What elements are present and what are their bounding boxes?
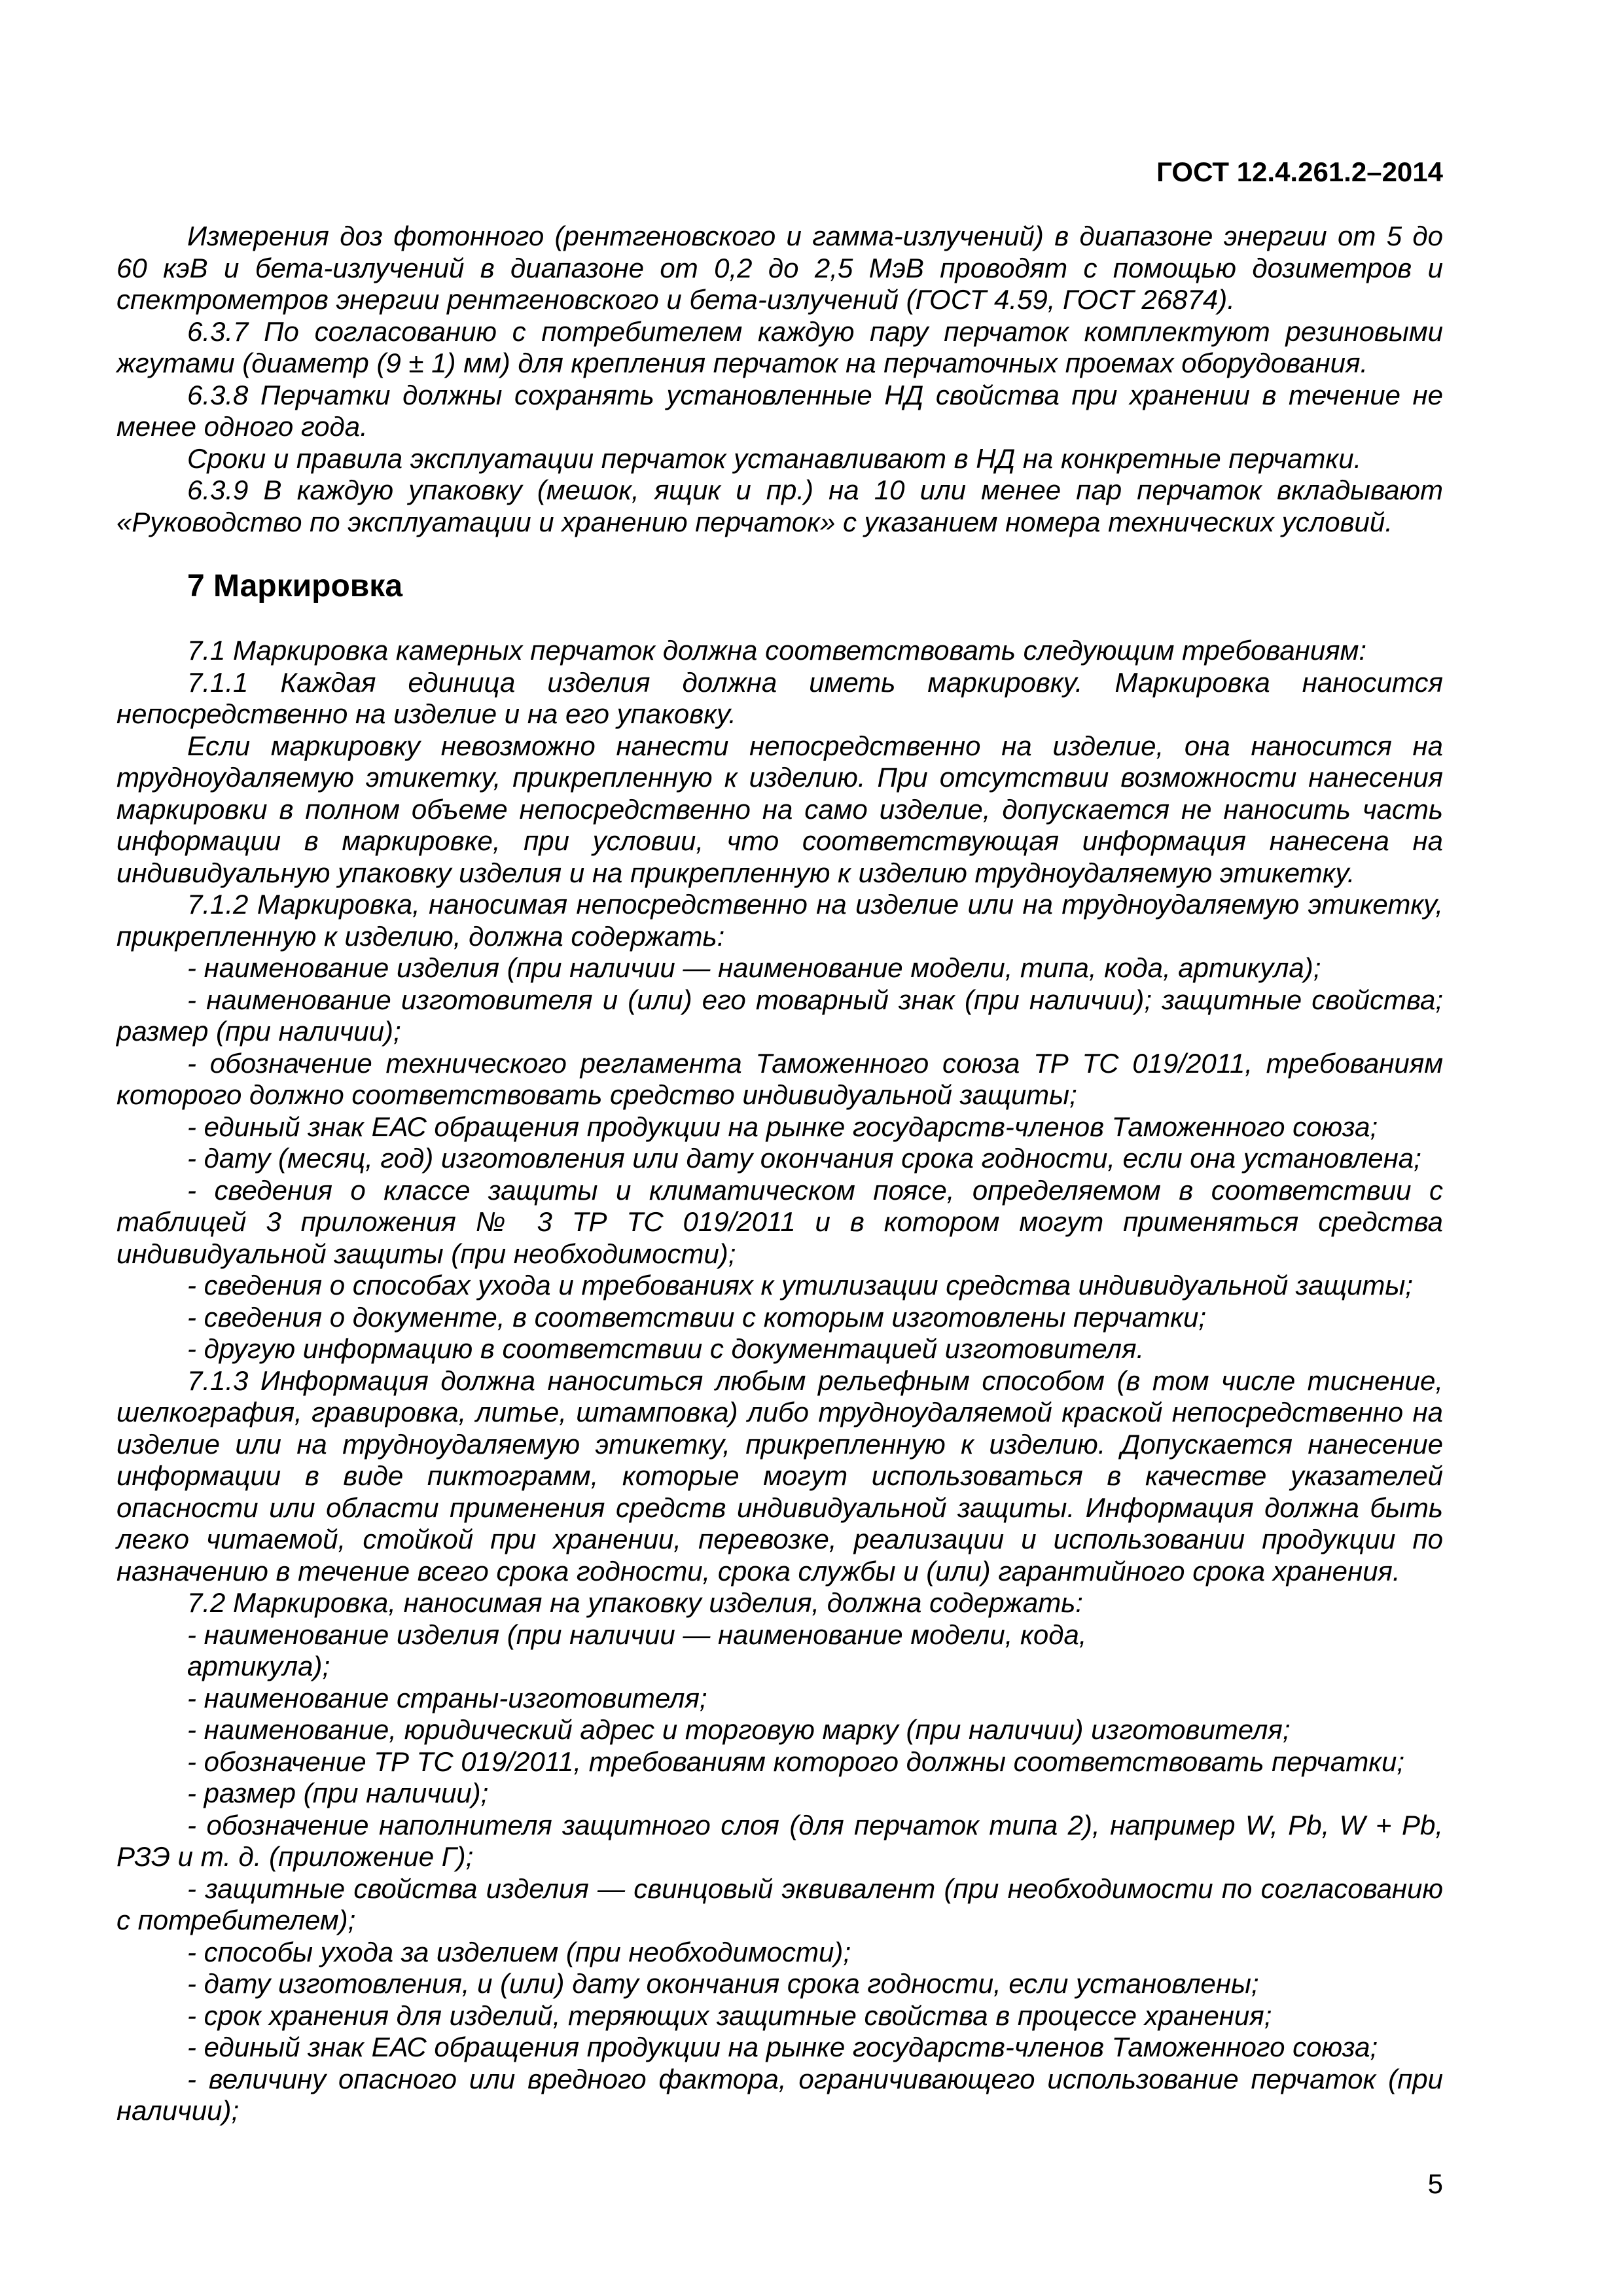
text-line: - наименование страны-изготовителя; [187,1682,707,1713]
text-line: - обозначение технического регламента Таможенного союза ТР ТС 019/2011, требованиям [187,1047,1443,1079]
text-line: спектрометров энергии рентгеновского и бета-излучений (ГОСТ 4.59, ГОСТ 26874). [116,284,1235,315]
paragraph [116,667,1443,730]
text-line: - дату изготовления, и (или) дату окончания срока годности, если установлены; [187,1968,1259,1999]
text-line: трудноудаляемую этикетку, прикрепленную к изделию. При отсутствии возможности нанесения [116,762,1443,793]
text-line: - наименование, юридический адрес и торговую марку (при наличии) изготовителя; [187,1714,1291,1745]
text-line: - единый знак ЕАС обращения продукции на рынке государств-членов Таможенного союза; [187,2032,1378,2062]
paragraph [116,380,1443,443]
text-line: - дату (месяц, год) изготовления или дату окончания срока годности, если она установлена; [187,1143,1421,1174]
text-line: Измерения доз фотонного (рентгеновского и гамма-излучений) в диапазоне энергии от 5 до [187,221,1443,251]
text-line: наличии); [116,2095,240,2126]
text-line: 7.1.3 Информация должна наноситься любым рельефным способом (в том числе тиснение, [187,1365,1443,1396]
text-line: 6.3.9 В каждую упаковку (мешок, ящик и пр.) на 10 или менее пар перчаток вкладывают [187,475,1443,505]
text-line: прикрепленную к изделию, должна содержать: [116,920,725,952]
text-line: - наименование изделия (при наличии — наименование модели, типа, кода, артикула); [187,952,1321,983]
text-line: - срок хранения для изделий, теряющих защитные свойства в процессе хранения; [187,2000,1272,2031]
paragraph [116,2064,1443,2127]
paragraph [116,984,1443,1048]
paragraph [116,1111,1443,1143]
text-line: - наименование изделия (при наличии — наименование модели, кода, [187,1619,1087,1650]
text-line: РЗЭ и т. д. (приложение Г); [116,1841,474,1872]
text-line: индивидуальной защиты (при необходимости); [116,1238,736,1269]
paragraph [116,1810,1443,1873]
text-line: назначению в течение всего срока годности, срока службы и (или) гарантийного срока хранения. [116,1555,1400,1587]
paragraph [116,1683,1443,1715]
paragraph [116,221,1443,316]
paragraph [116,1778,1443,1810]
text-line: артикула); [187,1651,330,1681]
text-line: менее одного года. [116,411,368,442]
text-line: - сведения о классе защиты и климатическом поясе, определяемом в соответствии с [187,1174,1443,1206]
text-line: - защитные свойства изделия — свинцовый эквивалент (при необходимости по согласованию [187,1873,1443,1904]
paragraph [116,1937,1443,1969]
paragraph [116,952,1443,984]
paragraph [116,730,1443,889]
paragraph [116,475,1443,538]
text-line: 6.3.8 Перчатки должны сохранять установленные НД свойства при хранении в течение не [187,379,1443,410]
text-line: «Руководство по эксплуатации и хранению перчаток» с указанием номера технических условий. [116,506,1393,537]
paragraph [116,1587,1443,1619]
text-line: таблицей 3 приложения № 3 ТР ТС 019/2011 и в котором могут применяться средства [116,1206,1443,1237]
text-line: индивидуальную упаковку изделия и на прикрепленную к изделию трудноудаляемую этикетку. [116,857,1355,888]
text-line: опасности или области применения средств индивидуальной защиты. Информация должна быть [116,1492,1443,1523]
text-line: шелкография, гравировка, литье, штамповка) либо трудноудаляемой краской непосредственно на [116,1397,1443,1427]
text-line: - способы ухода за изделием (при необходимости); [187,1936,851,1967]
paragraph [116,1270,1443,1302]
paragraph [116,1873,1443,1937]
text-line: 7.2 Маркировка, наносимая на упаковку изделия, должна содержать: [187,1587,1083,1618]
text-line: Если маркировку невозможно нанести непосредственно на изделие, она наносится на [187,730,1443,761]
text-line: 60 кэВ и бета-излучений в диапазоне от 0,2 до 2,5 МэВ проводят с помощью дозиметров и [116,252,1443,283]
text-line: - величину опасного или вредного фактора, ограничивающего использование перчаток (при [187,2063,1443,2094]
paragraph [116,443,1443,475]
section-7-text [116,635,1443,2127]
text-line: 6.3.7 По согласованию с потребителем каждую пару перчаток комплектуют резиновыми [187,315,1443,347]
text-line: информации в маркировке, при условии, что соответствующая информация нанесена на [116,825,1443,856]
text-line: - обозначение наполнителя защитного слоя (для перчаток типа 2), например W, Pb, W + Pb, [187,1809,1443,1840]
text-line: Сроки и правила эксплуатации перчаток устанавливают в НД на конкретные перчатки. [187,442,1362,474]
section-heading: 7 Маркировка [187,569,403,603]
text-line: с потребителем); [116,1905,356,1935]
text-line: - единый знак ЕАС обращения продукции на рынке государств-членов Таможенного союза; [187,1111,1378,1142]
document-header-id: ГОСТ 12.4.261.2–2014 [1156,156,1443,187]
paragraph [116,2032,1443,2064]
text-line: легко читаемой, стойкой при хранении, перевозке, реализации и использовании продукции по [116,1524,1443,1554]
paragraph [116,1968,1443,2000]
text-line: непосредственно на изделие и на его упаковку. [116,698,736,729]
paragraph [116,1175,1443,1270]
text-line: - сведения о документе, в соответствии с которым изготовлены перчатки; [187,1301,1207,1333]
text-line: 7.1.2 Маркировка, наносимая непосредственно на изделие или на трудноудаляемую этикетку, [187,889,1443,920]
paragraph [116,1333,1443,1365]
page-number: 5 [1427,2168,1443,2199]
text-line: маркировки в полном объеме непосредственно на само изделие, допускается не наносить часть [116,793,1443,825]
paragraph [116,1746,1443,1778]
text-line: - другую информацию в соответствии с документацией изготовителя. [187,1333,1145,1364]
paragraph [116,2000,1443,2032]
paragraph [116,1302,1443,1334]
text-line: 7.1 Маркировка камерных перчаток должна соответствовать следующим требованиям: [187,635,1367,666]
text-line: - наименование изготовителя и (или) его товарный знак (при наличии); защитные свойства; [187,984,1443,1015]
text-line: изделие или на трудноудаляемую этикетку, прикрепленную к изделию. Допускается нанесение [116,1428,1443,1460]
paragraph [116,1714,1443,1746]
text-line: - обозначение ТР ТС 019/2011, требованиям которого должны соответствовать перчатки; [187,1746,1405,1777]
paragraph [116,635,1443,667]
text-line: которого должно соответствовать средство индивидуальной защиты; [116,1079,1077,1110]
paragraph [116,1619,1443,1683]
text-line: - размер (при наличии); [187,1778,489,1808]
text-line: информации в виде пиктограмм, которые могут использоваться в качестве указателей [116,1460,1443,1491]
paragraph [116,889,1443,952]
paragraph [116,1048,1443,1111]
text-line: - сведения о способах ухода и требованиях к утилизации средства индивидуальной защиты; [187,1270,1413,1300]
section-6-text [116,221,1443,538]
text-line: жгутами (диаметр (9 ± 1) мм) для крепления перчаток на перчаточных проемах оборудования. [116,348,1368,378]
text-line: 7.1.1 Каждая единица изделия должна иметь маркировку. Маркировка наносится [187,666,1443,698]
text-line: размер (при наличии); [116,1016,401,1047]
paragraph [116,1365,1443,1588]
paragraph [116,1143,1443,1175]
paragraph [116,316,1443,380]
